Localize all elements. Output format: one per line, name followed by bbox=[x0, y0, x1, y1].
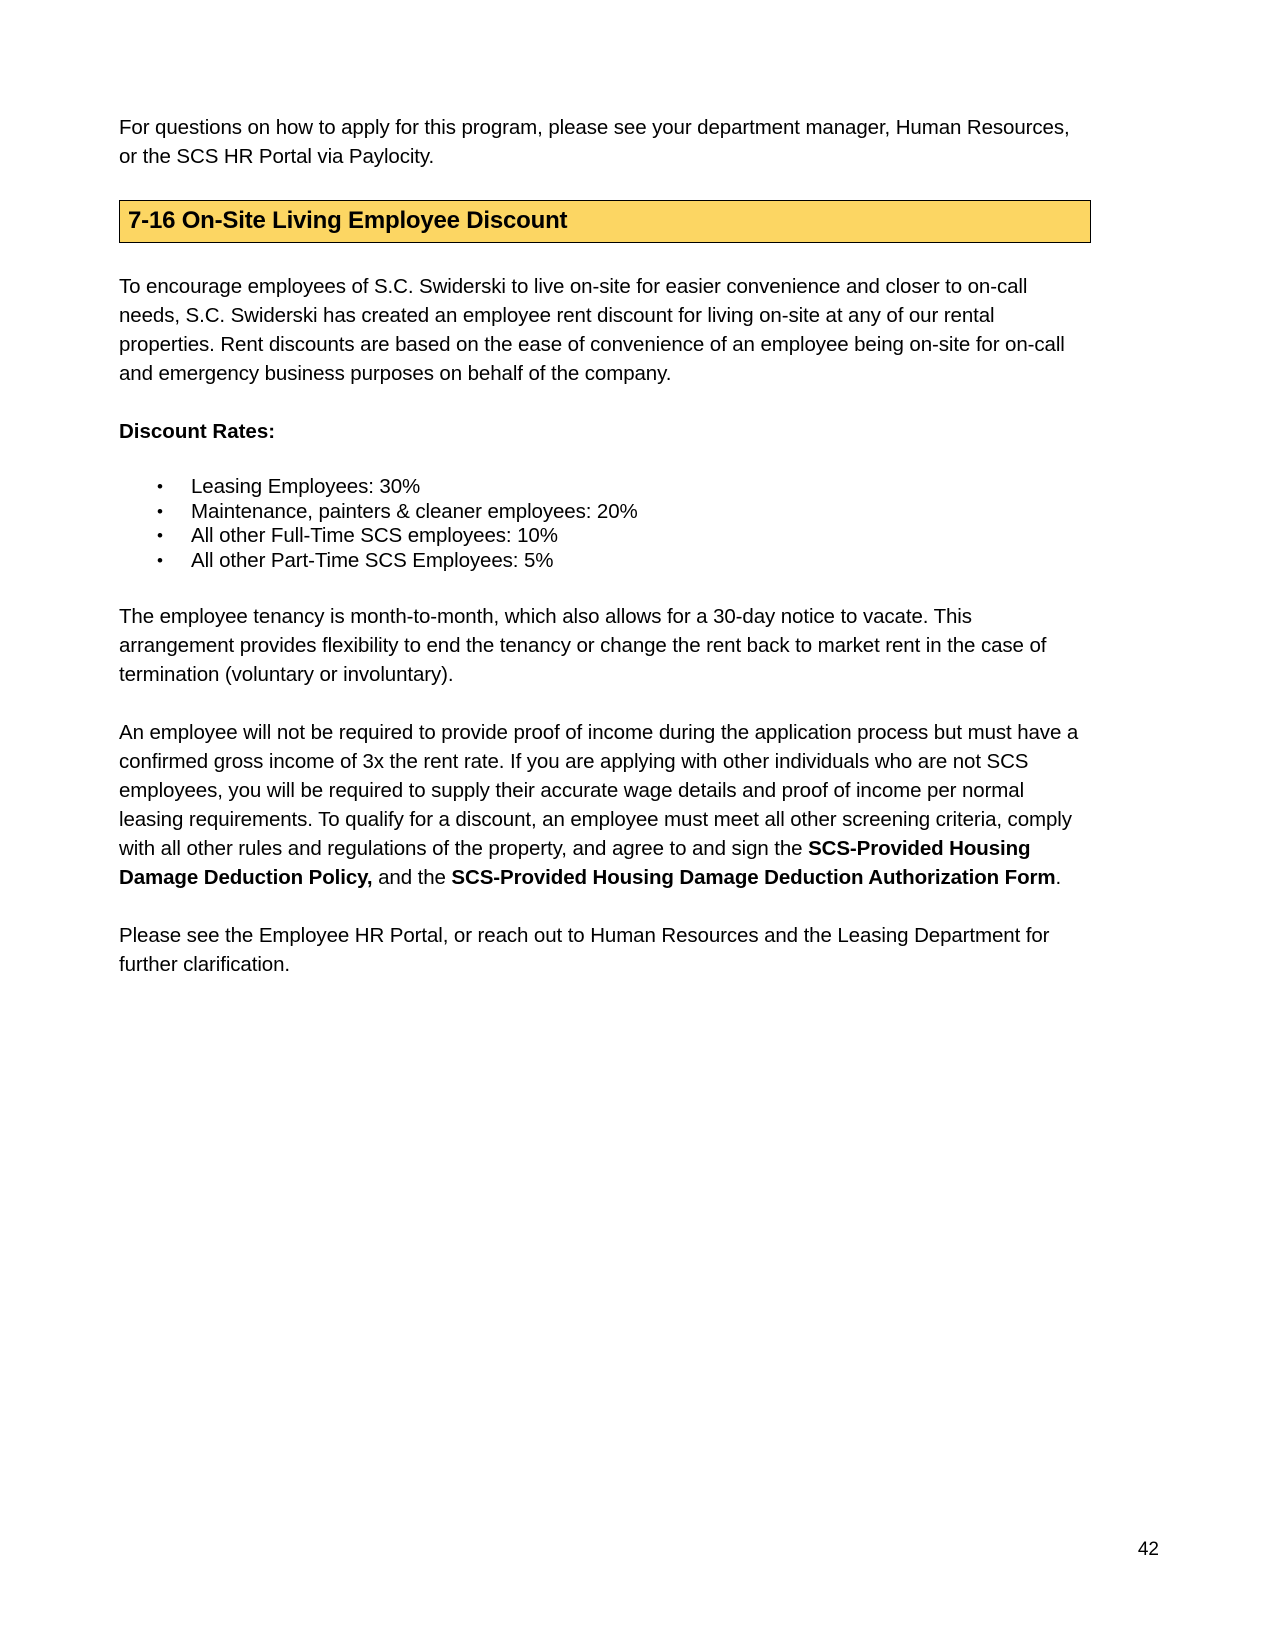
section-heading-text: 7-16 On-Site Living Employee Discount bbox=[128, 207, 568, 234]
bullet-icon: • bbox=[157, 550, 163, 570]
list-item bbox=[119, 475, 1091, 500]
discount-rates-list bbox=[119, 475, 1091, 573]
spacer bbox=[119, 892, 1091, 921]
spacer bbox=[119, 171, 1091, 200]
policy-name-authorization-form: SCS-Provided Housing Damage Deduction Authorization Form bbox=[451, 866, 1056, 889]
bullet-icon: • bbox=[157, 477, 163, 496]
spacer bbox=[119, 689, 1091, 718]
list-item-label: All other Part-Time SCS Employees: 5% bbox=[191, 548, 554, 572]
spacer bbox=[119, 243, 1091, 272]
paragraph-3-part-1: An employee will not be required to provide proof of income during the application process but must have a confirmed gross income of 3x the rent rate. If you are applying with other individuals who are not SCS employees, you will be required to supply their accurate wage details and proof of income per normal leasing requirements. To qualify for a discount, an employee must meet all other screening criteria, comply with all other rules and regulations of the property, and agree to and sign the bbox=[119, 721, 1079, 860]
list-item-label: All other Full-Time SCS employees: 10% bbox=[191, 524, 558, 547]
section-heading-banner bbox=[119, 200, 1091, 243]
list-item bbox=[119, 549, 1091, 574]
discount-rates-heading: Discount Rates: bbox=[119, 420, 276, 443]
list-item-label: Leasing Employees: 30% bbox=[191, 475, 421, 498]
page-content bbox=[119, 113, 1091, 979]
paragraph-3-part-2: and the bbox=[372, 866, 452, 889]
bullet-icon: • bbox=[157, 526, 163, 545]
page-number: 42 bbox=[1137, 1539, 1159, 1560]
list-item bbox=[119, 524, 1091, 549]
intro-paragraph: For questions on how to apply for this program, please see your department manager, Human Resources, or the SCS HR Portal via Paylocity. bbox=[119, 116, 1070, 168]
section-paragraph-2: The employee tenancy is month-to-month, which also allows for a 30-day notice to vacate. This arrangement provides flexibility to end the tenancy or change the rent back to market rent in the case of termination (voluntary or involuntary). bbox=[119, 605, 1047, 686]
spacer bbox=[119, 388, 1091, 417]
section-paragraph-3 bbox=[119, 718, 1091, 892]
policy-name-damage-deduction-policy: SCS-Provided Housing Damage Deduction Policy, bbox=[119, 837, 1031, 889]
list-item bbox=[119, 500, 1091, 525]
bullet-icon: • bbox=[157, 501, 163, 521]
spacer bbox=[119, 446, 1091, 475]
section-paragraph-4: Please see the Employee HR Portal, or reach out to Human Resources and the Leasing Department for further clarification. bbox=[119, 924, 1050, 976]
paragraph-3-part-3: . bbox=[1055, 866, 1062, 889]
list-item-label: Maintenance, painters & cleaner employees: 20% bbox=[191, 499, 638, 523]
section-paragraph-1: To encourage employees of S.C. Swiderski to live on-site for easier convenience and closer to on-call needs, S.C. Swiderski has created an employee rent discount for living on-site at any of our rental properties. Rent discounts are based on the ease of convenience of an employee being on-site for on-call and emergency business purposes on behalf of the company. bbox=[119, 275, 1065, 385]
spacer bbox=[119, 573, 1091, 602]
